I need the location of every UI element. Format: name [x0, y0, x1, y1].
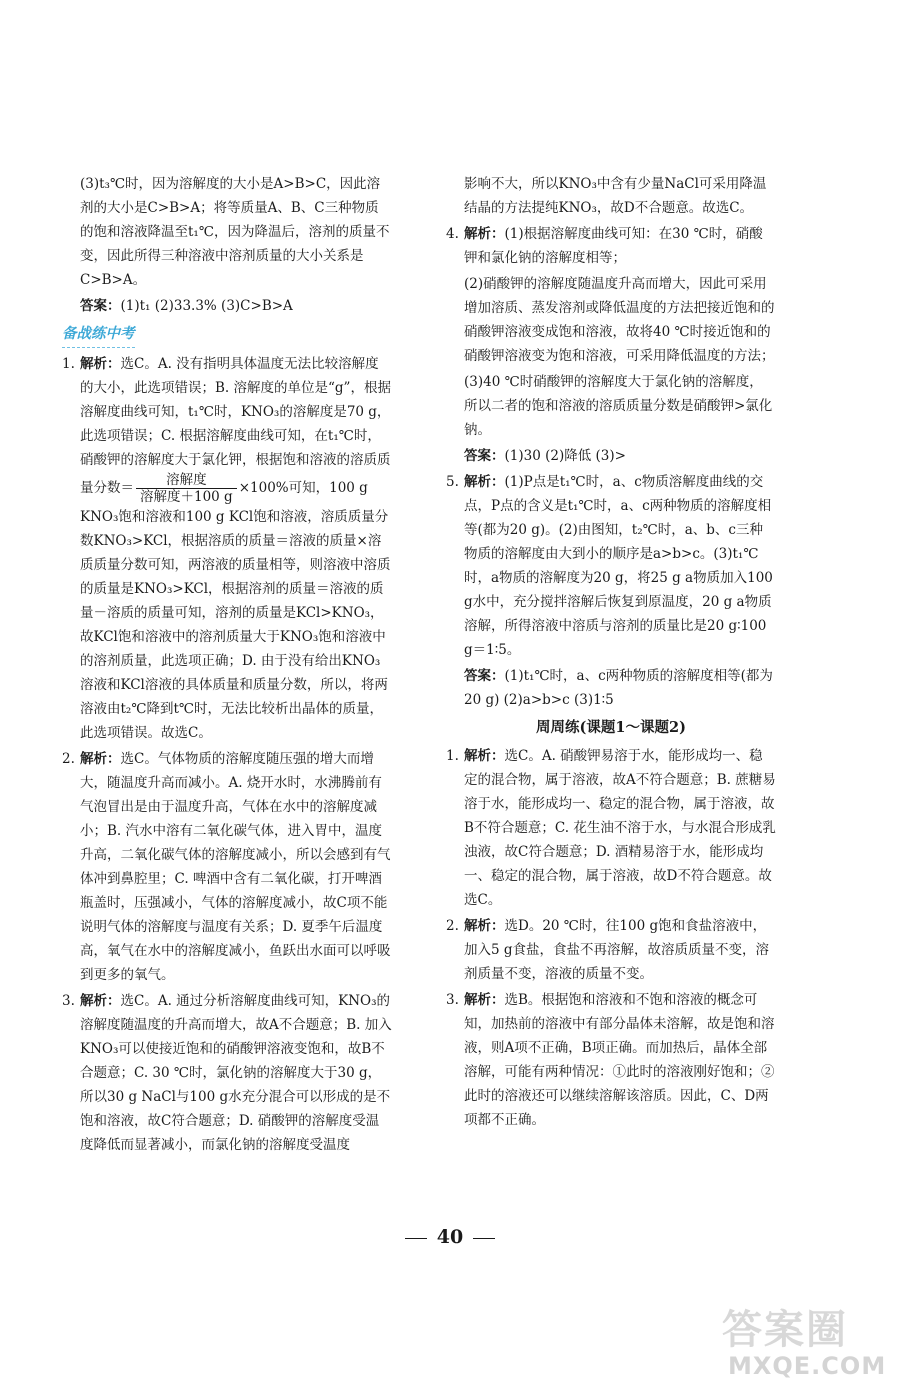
page-number — [0, 1226, 900, 1248]
analysis-label: 解析： — [464, 226, 505, 242]
question-number: 3. — [446, 992, 459, 1008]
question-number: 2. — [62, 751, 75, 767]
question-number: 4. — [446, 226, 459, 242]
question-number: 1. — [446, 748, 459, 764]
page-number-value: 40 — [436, 1226, 464, 1248]
weekly-question-1 — [446, 744, 776, 912]
answer-label: 答案： — [80, 298, 121, 314]
weekly-question-3 — [446, 988, 776, 1132]
answer-text: (1)t₁ (2)33.3% (3)C>B>A — [120, 298, 293, 314]
question-4-part-3: (3)40 ℃时硝酸钾的溶解度大于氯化钠的溶解度，所以二者的饱和溶液的溶质质量分数是硝酸钾>氯化钠。 — [464, 374, 773, 438]
question-3 — [62, 989, 392, 1157]
fraction — [136, 472, 237, 505]
question-number: 5. — [446, 474, 459, 490]
question-3-continued: 影响不大，所以KNO₃中含有少量NaCl可采用降温结晶的方法提纯KNO₃，故D不合题意。故选C。 — [464, 176, 767, 216]
analysis-text: 选C。气体物质的溶解度随压强的增大而增大，随温度升高而减小。A. 烧开水时，水沸腾前有气泡冒出是由于温度升高，气体在水中的溶解度减小；B. 汽水中溶有二氧化碳气体，进入胃中，温度升高，二氧化碳气体的溶解度减小，所以会感到有气体冲到鼻腔里；C. 啤酒中含有二氧化碳，打开啤酒瓶盖时，压强减小，气体的溶解度减小，故C项不能说明气体的溶解度与温度有关系；D. 夏季午后温度高，氧气在水中的溶解度减小，鱼跃出水面可以呼吸到更多的氧气。 — [80, 751, 391, 983]
watermark-logo — [720, 1290, 900, 1390]
weekly-question-2 — [446, 914, 776, 986]
analysis-text: 选B。根据饱和溶液和不饱和溶液的概念可知，加热前的溶液中有部分晶体未溶解，故是饱和溶液，则A项不正确，B项正确。而加热后，晶体全部溶解，可能有两种情况：①此时的溶液刚好饱和；②此时的溶液还可以继续溶解该溶质。因此，C、D两项都不正确。 — [464, 992, 775, 1128]
analysis-label: 解析： — [464, 474, 505, 490]
question-5-answer — [446, 664, 776, 712]
analysis-label: 解析： — [464, 748, 505, 764]
analysis-text: (1)根据溶解度曲线可知：在30 ℃时，硝酸钾和氯化钠的溶解度相等； — [464, 226, 763, 266]
section-title-prep — [62, 320, 392, 352]
answer-text: (1)t₁℃时，a、c两种物质的溶解度相等(都为20 g) (2)a>b>c (3)1∶5 — [464, 668, 773, 708]
analysis-text: 选C。A. 没有指明具体温度无法比较溶解度的大小，此选项错误；B. 溶解度的单位是“g”，根据溶解度曲线可知，t₁℃时，KNO₃的溶解度是70 g，此选项错误；C. 根据溶解度曲线可知，在t₁℃时，硝酸钾的溶解度大于氯化钾，根据饱和溶液的溶质质量分数＝ — [80, 356, 391, 496]
question-number: 2. — [446, 918, 459, 934]
question-4 — [446, 222, 776, 270]
left-column — [62, 172, 392, 1159]
analysis-label: 解析： — [80, 751, 121, 767]
page-number-dash-left — [405, 1238, 427, 1239]
answer-label: 答案： — [464, 448, 505, 464]
watermark-url: MXQE.COM — [728, 1352, 887, 1380]
analysis-text: 选C。A. 硝酸钾易溶于水，能形成均一、稳定的混合物，属于溶液，故A不符合题意；B. 蔗糖易溶于水，能形成均一、稳定的混合物，属于溶液，故B不符合题意；C. 花生油不溶于水，与水混合形成乳浊液，故C符合题意；D. 酒精易溶于水，能形成均一、稳定的混合物，属于溶液，故D不符合题意。故选C。 — [464, 748, 776, 908]
analysis-label: 解析： — [464, 918, 505, 934]
right-column — [446, 172, 776, 1134]
question-number: 3. — [62, 993, 75, 1009]
analysis-text: 选C。A. 通过分析溶解度曲线可知，KNO₃的溶解度随温度的升高而增大，故A不合题意；B. 加入KNO₃可以使接近饱和的硝酸钾溶液变饱和，故B不合题意；C. 30 ℃时，氯化钠的溶解度大于30 g，所以30 g NaCl与100 g水充分混合可以形成的是不饱和溶液，故C符合题意；D. 硝酸钾的溶解度受温度降低而显著减小，而氯化钠的溶解度受温度 — [80, 993, 392, 1153]
weekly-practice-title: 周周练(课题1～课题2) — [536, 719, 686, 736]
fraction-denominator: 溶解度＋100 g — [140, 489, 233, 505]
question-1 — [62, 352, 392, 745]
fraction-numerator: 溶解度 — [136, 472, 237, 489]
question-4-part-2: (2)硝酸钾的溶解度随温度升高而增大，因此可采用增加溶质、蒸发溶剂或降低温度的方法把接近饱和的硝酸钾溶液变成饱和溶液，故将40 ℃时接近饱和的硝酸钾溶液变为饱和溶液，可采用降低温度的方法； — [464, 276, 775, 364]
analysis-label: 解析： — [80, 356, 121, 372]
analysis-text: 选D。20 ℃时，往100 g饱和食盐溶液中，加入5 g食盐，食盐不再溶解，故溶质质量不变，溶剂质量不变，溶液的质量不变。 — [464, 918, 770, 982]
analysis-label: 解析： — [80, 993, 121, 1009]
analysis-label: 解析： — [464, 992, 505, 1008]
analysis-text-continued: ×100%可知，100 g KNO₃饱和溶液和100 g KCl饱和溶液，溶质质量分数KNO₃>KCl，根据溶质的质量＝溶液的质量×溶质质量分数可知，两溶液的质量相等，则溶液中溶质的质量是KNO₃>KCl，根据溶剂的质量＝溶液的质量－溶质的质量可知，溶剂的质量是KCl>KNO₃，故KCl饱和溶液中的溶剂质量大于KNO₃饱和溶液中的溶剂质量，此选项正确；D. 由于没有给出KNO₃溶液和KCl溶液的具体质量和质量分数，所以，将两溶液由t₂℃降到t℃时，无法比较析出晶体的质量，此选项错误。故选C。 — [80, 480, 391, 741]
intro-answer — [62, 294, 392, 318]
watermark-text: 答案圈 — [722, 1307, 848, 1353]
question-4-answer — [446, 444, 776, 468]
question-number: 1. — [62, 356, 75, 372]
question-2 — [62, 747, 392, 987]
analysis-text: (1)P点是t₁℃时，a、c物质溶解度曲线的交点，P点的含义是t₁℃时，a、c两种物质的溶解度相等(都为20 g)。(2)由图知，t₂℃时，a、b、c三种物质的溶解度由大到小的顺序是a>b>c。(3)t₁℃时，a物质的溶解度为20 g，将25 g a物质加入100 g水中，充分搅拌溶解后恢复到原温度，20 g a物质溶解，所得溶液中溶质与溶剂的质量比是20 g∶100 g＝1∶5。 — [464, 474, 773, 658]
page-number-dash-right — [473, 1238, 495, 1239]
intro-paragraph: (3)t₃℃时，因为溶解度的大小是A>B>C，因此溶剂的大小是C>B>A；将等质量A、B、C三种物质的饱和溶液降温至t₁℃，因为降温后，溶剂的质量不变，因此所得三种溶液中溶剂质量的大小关系是C>B>A。 — [80, 176, 390, 288]
question-5 — [446, 470, 776, 662]
section-heading: 备战练中考 — [62, 322, 135, 348]
answer-label: 答案： — [464, 668, 505, 684]
answer-text: (1)30 (2)降低 (3)> — [504, 448, 626, 464]
